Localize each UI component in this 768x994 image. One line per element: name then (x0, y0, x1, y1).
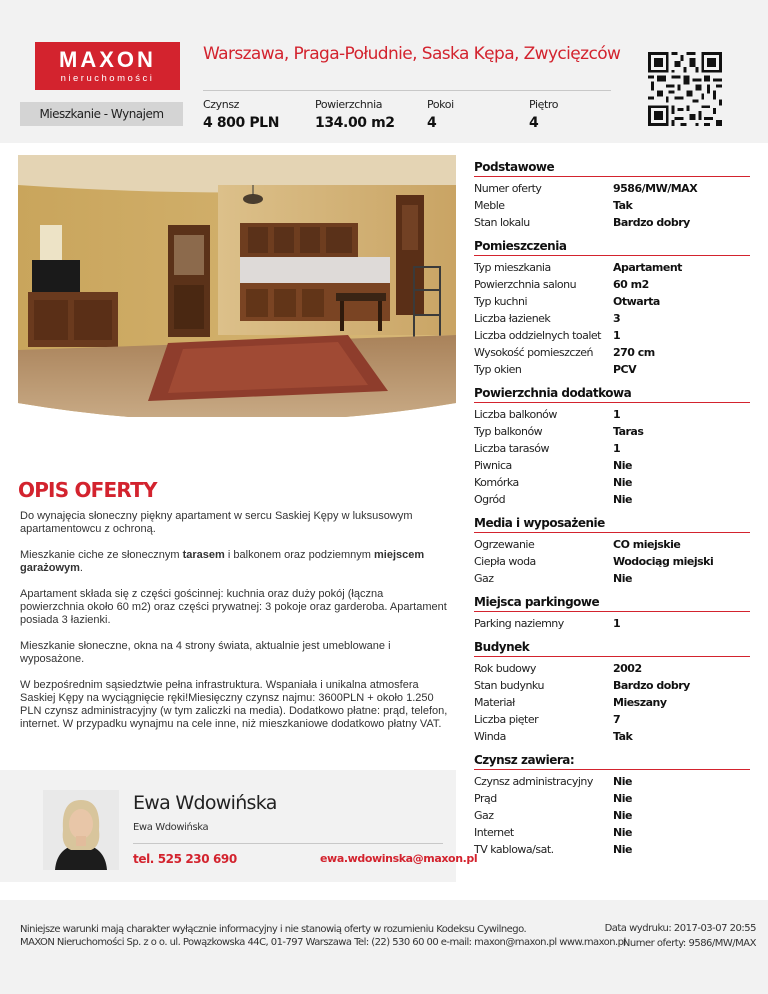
description-paragraph: Mieszkanie słoneczne, okna na 4 strony świata, aktualnie jest umeblowane i wyposażone. (20, 640, 391, 665)
detail-value: 270 cm (613, 346, 655, 359)
section-rooms (474, 239, 750, 378)
detail-key: Liczba balkonów (474, 408, 557, 421)
detail-row (474, 440, 750, 457)
detail-key: Gaz (474, 809, 494, 822)
detail-key: Stan lokalu (474, 216, 530, 229)
detail-key: TV kablowa/sat. (474, 843, 554, 856)
stat-value: 4 (427, 115, 437, 131)
maxon-logo[interactable] (35, 42, 180, 90)
description-paragraph: W bezpośrednim sąsiedztwie pełna infrastruktura. Wspaniała i unikalna atmosfera Saskiej Kępy na wyciągnięcie ręki!Miesięczny czynsz najmu: 3600PLN + około 1.250 PLN czynsz administracyjny (w tym zaliczki na media). Dodatkowo płatne: prąd, telefon, internet. W przypadku wynajmu na cele inne, niż mieszkaniowe dodatkowo płatny VAT. (20, 679, 448, 730)
footer (0, 900, 768, 994)
qr-code-icon[interactable] (648, 52, 722, 126)
detail-row (474, 711, 750, 728)
detail-row (474, 293, 750, 310)
detail-key: Czynsz administracyjny (474, 775, 593, 788)
detail-row (474, 694, 750, 711)
detail-row (474, 660, 750, 677)
agent-subtitle: Ewa Wdowińska (133, 822, 209, 833)
details-column (474, 160, 750, 866)
detail-key: Piwnica (474, 459, 512, 472)
detail-row (474, 310, 750, 327)
detail-value: 60 m2 (613, 278, 649, 291)
detail-key: Ogród (474, 493, 506, 506)
footer-meta (605, 921, 756, 951)
footer-disclaimer (20, 923, 626, 949)
company-info: MAXON Nieruchomości Sp. z o o. ul. Powązkowska 44C, 01-797 Warszawa Tel: (22) 530 60 00 e-mail: maxon@maxon.pl www.maxon.pl (20, 937, 626, 948)
detail-row (474, 214, 750, 231)
detail-key: Komórka (474, 476, 519, 489)
detail-value: 9586/MW/MAX (613, 182, 698, 195)
detail-value: Nie (613, 826, 632, 839)
description-fragment: . (79, 562, 83, 574)
detail-row (474, 790, 750, 807)
section-rent-includes (474, 753, 750, 858)
detail-key: Prąd (474, 792, 497, 805)
detail-row (474, 491, 750, 508)
description-fragment: Mieszkanie ciche ze słonecznym (20, 549, 183, 561)
detail-row (474, 536, 750, 553)
section-title: Podstawowe (474, 160, 750, 177)
detail-key: Wysokość pomieszczeń (474, 346, 593, 359)
detail-key: Ogrzewanie (474, 538, 535, 551)
detail-row (474, 361, 750, 378)
detail-value: Tak (613, 199, 633, 212)
detail-key: Typ balkonów (474, 425, 543, 438)
stat-rent (203, 98, 279, 131)
detail-value: Wodociąg miejski (613, 555, 714, 568)
detail-key: Stan budynku (474, 679, 544, 692)
description-paragraph: Apartament składa się z części gościnnej: kuchnia oraz duży pokój (łączna powierzchnia około 60 m2) oraz części prywatnej: 3 pokoje oraz garderoba. Apartament posiada 3 łazienki. (20, 588, 447, 626)
detail-value: Nie (613, 572, 632, 585)
detail-row (474, 423, 750, 440)
detail-value: 1 (613, 442, 621, 455)
detail-value: 3 (613, 312, 621, 325)
description-fragment: i balkonem oraz podziemnym (224, 549, 375, 561)
detail-value: Mieszany (613, 696, 667, 709)
detail-value: Tak (613, 730, 633, 743)
detail-value: PCV (613, 363, 637, 376)
detail-value: Nie (613, 476, 632, 489)
description-paragraph (20, 549, 450, 575)
detail-key: Rok budowy (474, 662, 536, 675)
header-divider (203, 90, 611, 91)
agent-card (0, 770, 478, 882)
detail-value: Nie (613, 843, 632, 856)
detail-row (474, 841, 750, 858)
section-basic (474, 160, 750, 231)
stat-value: 4 800 PLN (203, 115, 280, 131)
agent-phone-link[interactable]: tel. 525 230 690 (133, 852, 237, 866)
offer-type-badge: Mieszkanie - Wynajem (20, 102, 183, 126)
detail-value: Nie (613, 493, 632, 506)
section-extra-area (474, 386, 750, 508)
detail-value: Nie (613, 792, 632, 805)
stat-label: Pokoi (427, 98, 454, 111)
stat-rooms (427, 98, 454, 131)
stat-label: Piętro (529, 98, 559, 111)
property-photo[interactable] (18, 155, 456, 417)
logo-wordmark: MAXON (59, 47, 156, 72)
detail-value: Nie (613, 459, 632, 472)
detail-key: Winda (474, 730, 506, 743)
stat-label: Czynsz (203, 98, 240, 111)
detail-row (474, 553, 750, 570)
detail-row (474, 406, 750, 423)
detail-key: Numer oferty (474, 182, 542, 195)
description-paragraph: Do wynajęcia słoneczny piękny apartament w sercu Saskiej Kępy w luksusowym apartamentowcu z ochroną. (20, 510, 413, 535)
detail-key: Parking naziemny (474, 617, 564, 630)
detail-row (474, 276, 750, 293)
detail-row (474, 570, 750, 587)
detail-value: CO miejskie (613, 538, 681, 551)
detail-key: Materiał (474, 696, 515, 709)
detail-row (474, 457, 750, 474)
section-title: Budynek (474, 640, 750, 657)
detail-value: 2002 (613, 662, 642, 675)
stat-area (315, 98, 395, 131)
section-title: Powierzchnia dodatkowa (474, 386, 750, 403)
logo-tagline: nieruchomości (60, 73, 155, 84)
detail-row (474, 773, 750, 790)
header (0, 0, 768, 143)
detail-value: Otwarta (613, 295, 660, 308)
stat-value: 4 (529, 115, 539, 131)
detail-row (474, 474, 750, 491)
detail-key: Typ kuchni (474, 295, 528, 308)
detail-value: Bardzo dobry (613, 679, 690, 692)
detail-row (474, 327, 750, 344)
detail-key: Liczba łazienek (474, 312, 551, 325)
detail-key: Typ mieszkania (474, 261, 551, 274)
detail-value: 1 (613, 617, 621, 630)
agent-email-link[interactable]: ewa.wdowinska@maxon.pl (320, 852, 478, 865)
detail-key: Powierzchnia salonu (474, 278, 577, 291)
detail-key: Meble (474, 199, 505, 212)
detail-row (474, 807, 750, 824)
agent-avatar (43, 790, 119, 870)
stat-floor (529, 98, 558, 131)
detail-value: Bardzo dobry (613, 216, 690, 229)
detail-row (474, 180, 750, 197)
description-text (20, 510, 450, 744)
detail-key: Gaz (474, 572, 494, 585)
detail-key: Typ okien (474, 363, 522, 376)
section-title: Pomieszczenia (474, 239, 750, 256)
detail-value: Nie (613, 809, 632, 822)
detail-value: 1 (613, 408, 621, 421)
detail-key: Ciepła woda (474, 555, 536, 568)
detail-key: Liczba pięter (474, 713, 539, 726)
section-title: Media i wyposażenie (474, 516, 750, 533)
agent-name: Ewa Wdowińska (133, 792, 277, 814)
detail-row (474, 197, 750, 214)
detail-row (474, 615, 750, 632)
detail-row (474, 824, 750, 841)
disclaimer-text: Niniejsze warunki mają charakter wyłącznie informacyjny i nie stanowią oferty w rozumieniu Kodeksu Cywilnego. (20, 924, 527, 935)
section-title: Miejsca parkingowe (474, 595, 750, 612)
footer-offer-number: Numer oferty: 9586/MW/MAX (622, 938, 756, 949)
agent-divider (133, 843, 443, 844)
detail-row (474, 259, 750, 276)
section-parking (474, 595, 750, 632)
detail-value: Apartament (613, 261, 682, 274)
description-highlight: miejscem garażowym (20, 549, 425, 574)
stat-label: Powierzchnia (315, 98, 383, 111)
detail-key: Liczba oddzielnych toalet (474, 329, 601, 342)
detail-key: Liczba tarasów (474, 442, 550, 455)
detail-value: Nie (613, 775, 632, 788)
stat-value: 134.00 m2 (315, 115, 395, 131)
section-utilities (474, 516, 750, 587)
print-date: Data wydruku: 2017-03-07 20:55 (604, 923, 756, 934)
detail-value: Taras (613, 425, 644, 438)
detail-row (474, 728, 750, 745)
detail-row (474, 677, 750, 694)
section-title: Czynsz zawiera: (474, 753, 750, 770)
detail-value: 7 (613, 713, 621, 726)
detail-row (474, 344, 750, 361)
property-address: Warszawa, Praga-Południe, Saska Kępa, Zwycięzców (203, 44, 621, 64)
section-building (474, 640, 750, 745)
description-highlight: tarasem (182, 549, 225, 561)
detail-value: 1 (613, 329, 621, 342)
description-title: OPIS OFERTY (18, 478, 157, 502)
detail-key: Internet (474, 826, 514, 839)
